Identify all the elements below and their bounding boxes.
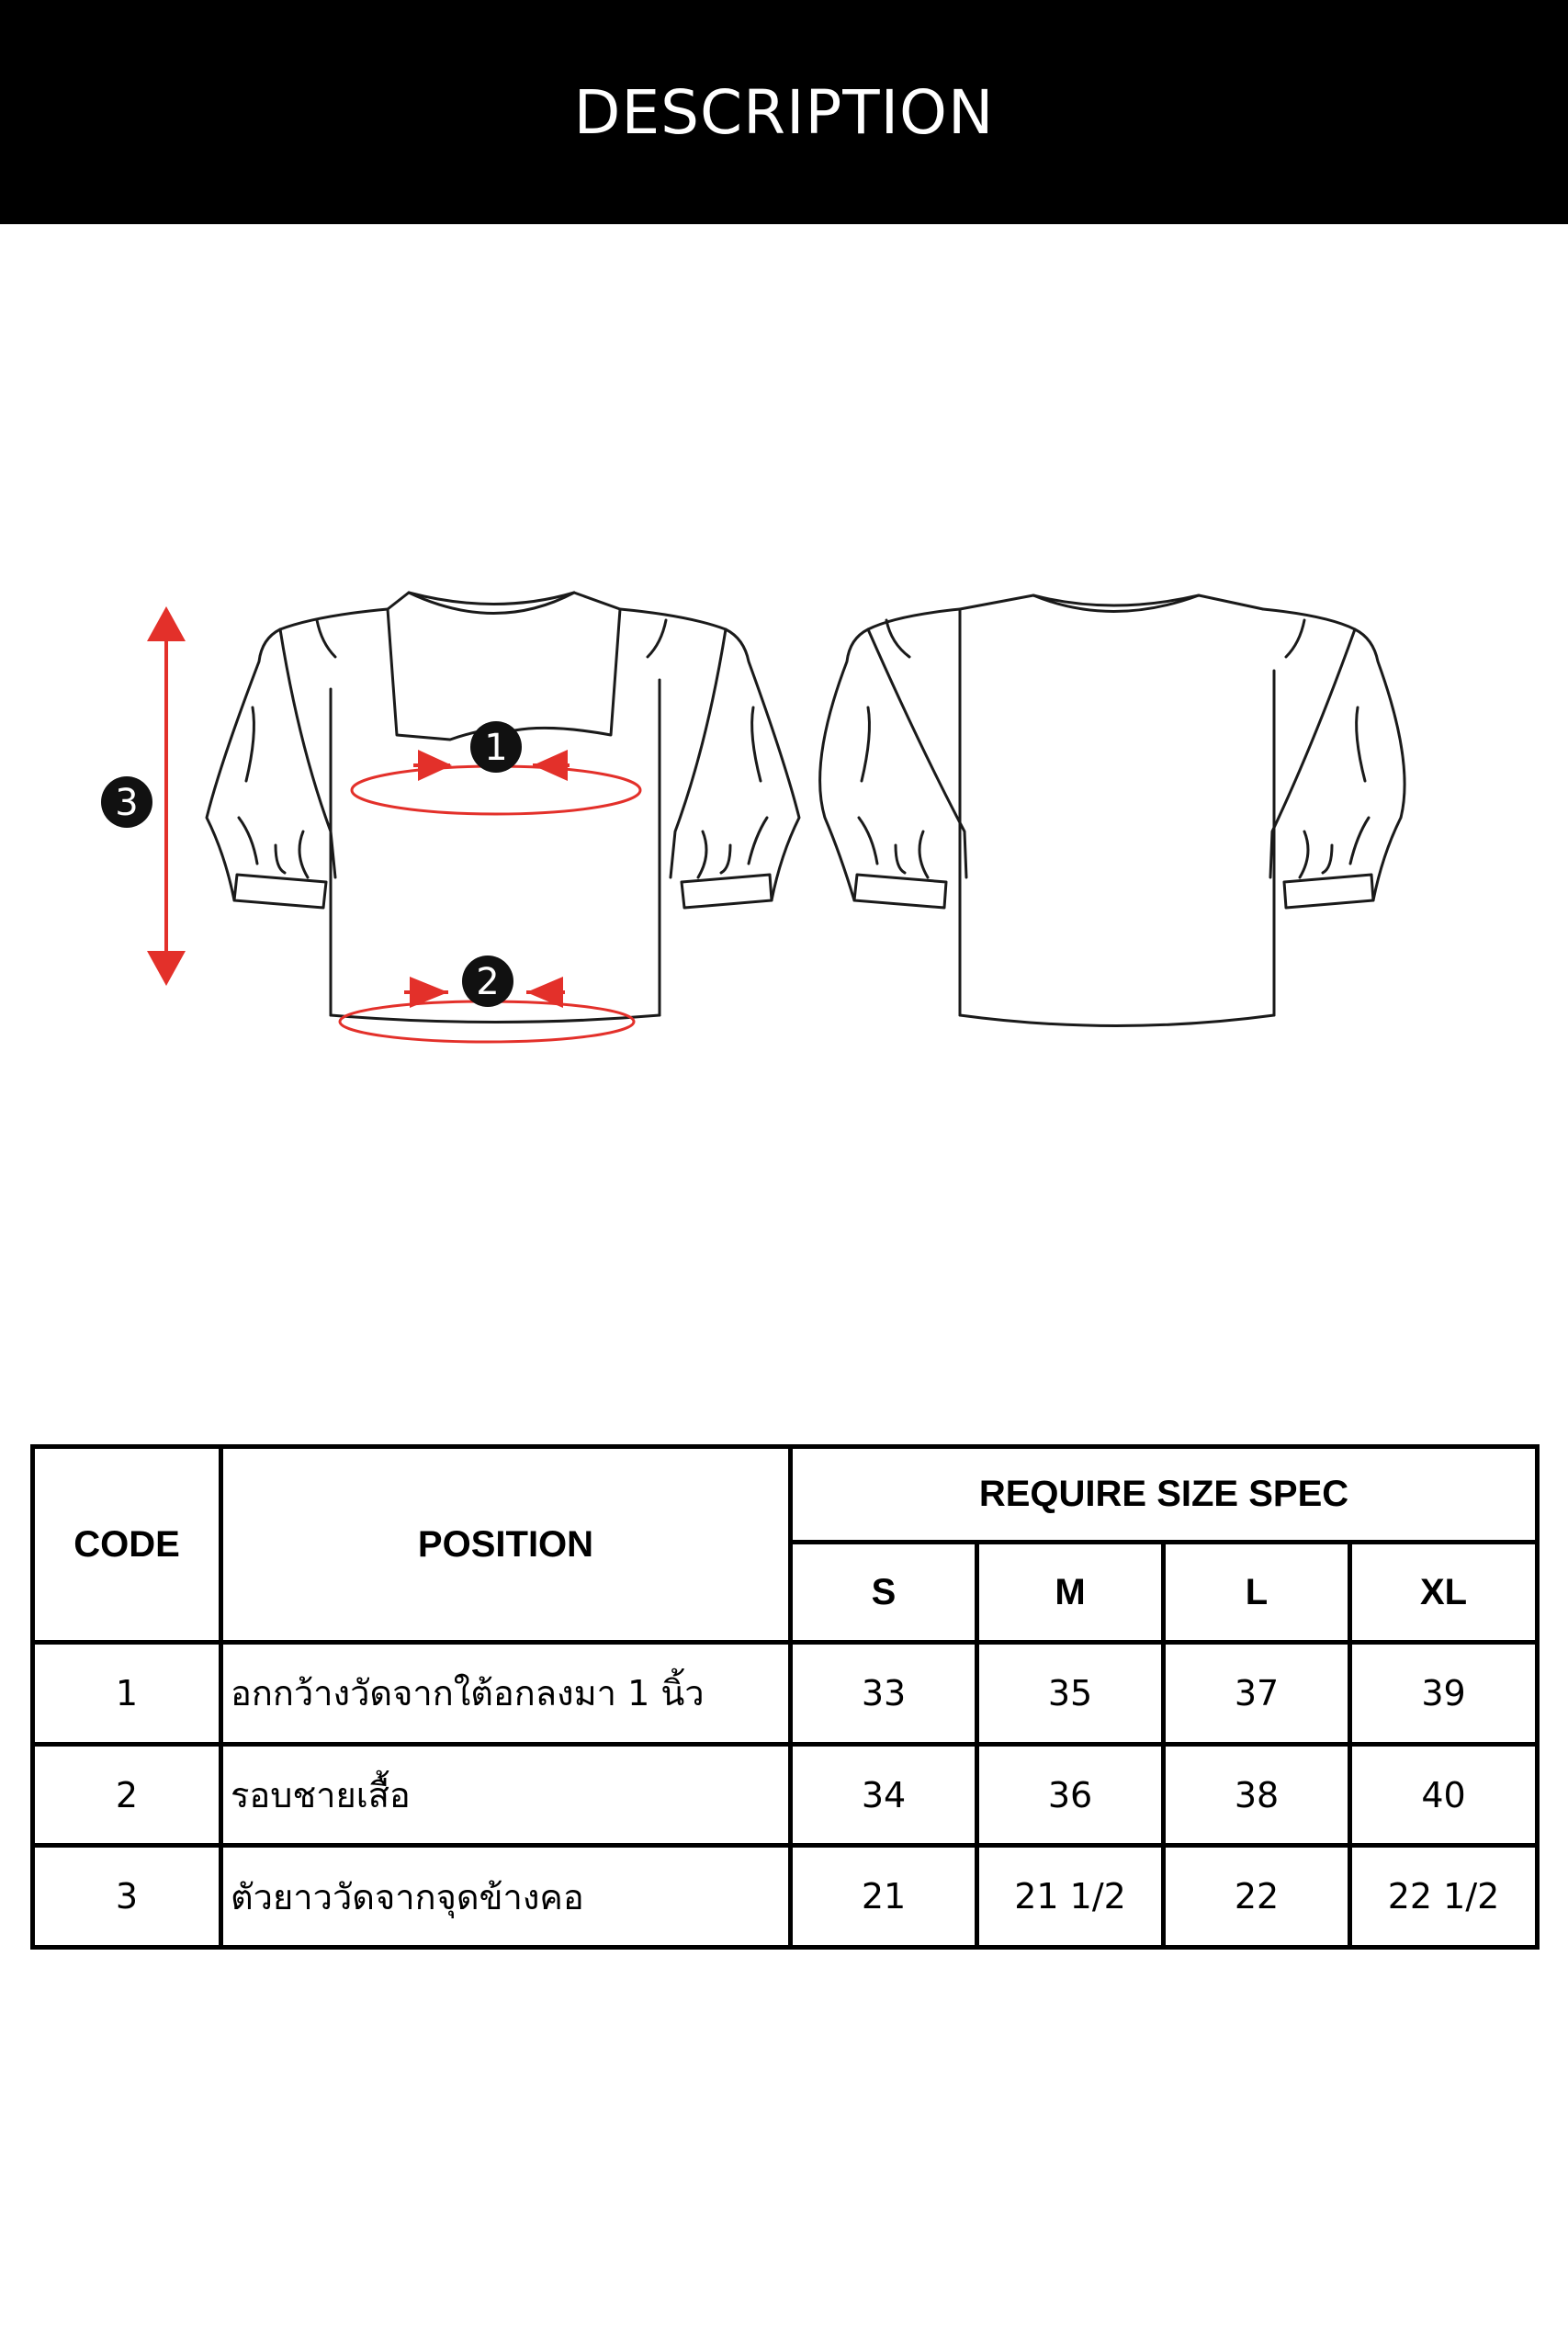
row-value-xl: 39: [1350, 1643, 1538, 1745]
hem-measure-marker: [340, 956, 634, 1042]
page-title: DESCRIPTION: [573, 76, 995, 148]
row-value-m: 36: [977, 1744, 1164, 1846]
row-code: 3: [33, 1846, 221, 1948]
marker-label-3: 3: [115, 782, 139, 824]
table-row: [33, 1846, 1538, 1948]
header-code: CODE: [33, 1447, 221, 1643]
header-size-xl: XL: [1350, 1543, 1538, 1643]
row-value-l: 22: [1164, 1846, 1350, 1948]
length-measure-marker: [101, 606, 186, 986]
marker-label-1: 1: [484, 727, 508, 769]
row-value-s: 33: [791, 1643, 977, 1745]
row-position: รอบชายเสื้อ: [221, 1744, 791, 1846]
header-bar: [0, 0, 1568, 224]
row-value-l: 37: [1164, 1643, 1350, 1745]
header-size-m: M: [977, 1543, 1164, 1643]
chest-measure-marker: [352, 721, 640, 814]
row-value-s: 34: [791, 1744, 977, 1846]
row-value-xl: 40: [1350, 1744, 1538, 1846]
row-position: อกกว้างวัดจากใต้อกลงมา 1 นิ้ว: [221, 1643, 791, 1745]
table-row: [33, 1643, 1538, 1745]
row-value-xl: 22 1/2: [1350, 1846, 1538, 1948]
size-spec-table: [30, 1444, 1540, 1950]
front-view-drawing: [207, 593, 799, 1023]
garment-illustration: [0, 514, 1568, 1066]
header-size-l: L: [1164, 1543, 1350, 1643]
marker-label-2: 2: [476, 961, 500, 1003]
row-code: 1: [33, 1643, 221, 1745]
header-size-s: S: [791, 1543, 977, 1643]
row-position: ตัวยาววัดจากจุดข้างคอ: [221, 1846, 791, 1948]
row-code: 2: [33, 1744, 221, 1846]
table-row: [33, 1744, 1538, 1846]
row-value-s: 21: [791, 1846, 977, 1948]
back-view-drawing: [820, 595, 1404, 1026]
header-position: POSITION: [221, 1447, 791, 1643]
row-value-m: 21 1/2: [977, 1846, 1164, 1948]
row-value-l: 38: [1164, 1744, 1350, 1846]
header-require-size-spec: REQUIRE SIZE SPEC: [791, 1447, 1538, 1543]
row-value-m: 35: [977, 1643, 1164, 1745]
